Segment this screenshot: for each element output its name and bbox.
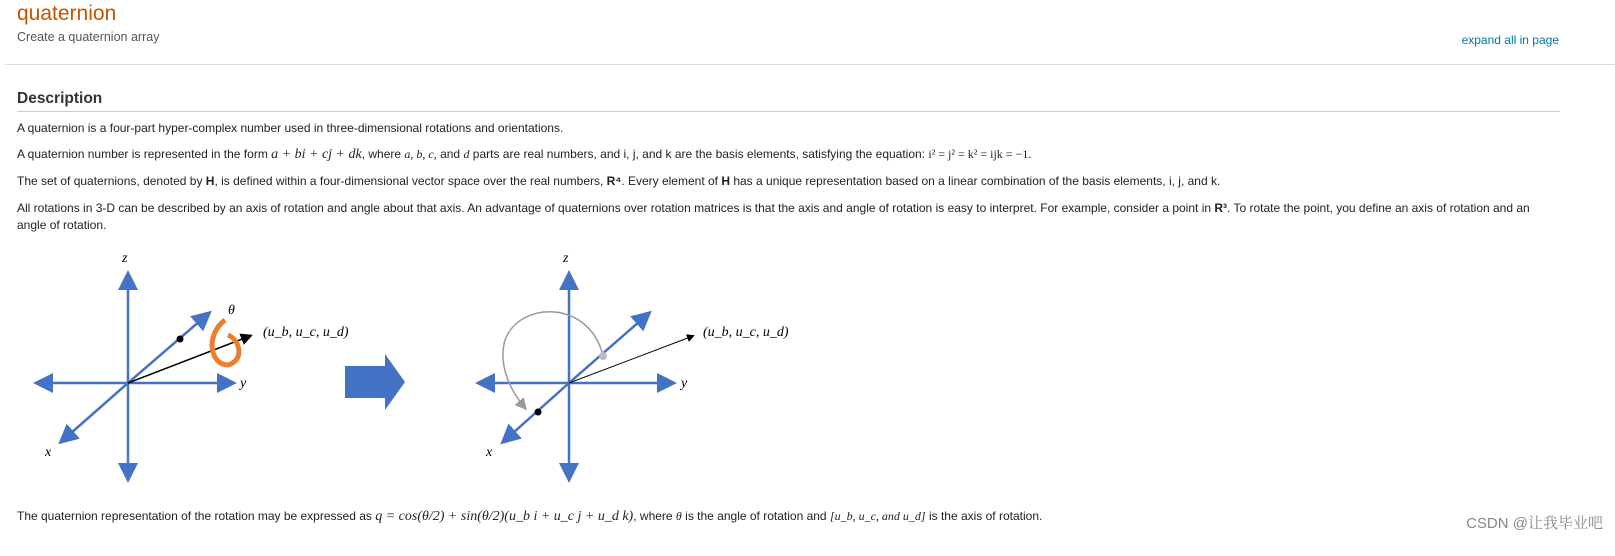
paragraph-5	[17, 508, 1557, 525]
divider	[17, 111, 1560, 112]
expand-all-link[interactable]: expand all in page	[1461, 33, 1559, 47]
page-subtitle: Create a quaternion array	[17, 30, 160, 44]
text: and	[436, 147, 464, 161]
divider	[5, 64, 1615, 65]
axis-label: (u_b, u_c, u_d)	[703, 325, 789, 340]
math-form: a + bi + cj + dk	[271, 147, 362, 162]
text: H	[721, 174, 730, 188]
text: R⁴	[606, 174, 622, 188]
z-label: z	[563, 251, 569, 266]
x-label: x	[45, 445, 52, 460]
page-title: quaternion	[17, 2, 117, 25]
z-label: z	[122, 251, 128, 266]
text: H	[205, 174, 215, 188]
math-equation: i² = j² = k² = ijk = −1.	[928, 147, 1032, 161]
text: The quaternion representation of the rotation may be expressed as	[17, 509, 376, 523]
text: is the axis of rotation.	[925, 509, 1043, 523]
text: . Every element of	[621, 174, 722, 188]
theta-label: θ	[228, 303, 235, 318]
math-var: d	[463, 147, 470, 161]
watermark: CSDN @让我毕业吧	[1466, 515, 1603, 532]
left-axes	[38, 275, 232, 478]
paragraph-4	[17, 200, 1557, 234]
x-label: x	[486, 445, 493, 460]
text: A quaternion number is represented in the form	[17, 147, 272, 161]
math-vector: [u_b, u_c, and u_d]	[829, 509, 926, 523]
text: The set of quaternions, denoted by	[17, 174, 206, 188]
rotation-figure	[0, 240, 800, 490]
right-axes	[480, 275, 672, 478]
paragraph-1: A quaternion is a four-part hyper-complex number used in three-dimensional rotations and orientations.	[17, 121, 564, 135]
text: parts are real numbers, and i, j, and k are the basis elements, satisfying the equation:	[469, 147, 929, 161]
text: , is defined within a four-dimensional vector space over the real numbers,	[214, 174, 607, 188]
paragraph-2	[17, 146, 1557, 163]
paragraph-3	[17, 173, 1557, 190]
text: All rotations in 3-D can be described by an axis of rotation and angle about that axis. An advantage of quaternions over rotation matrices is that the axis and angle of rotation is easy to interpret. For example, consider a point in	[17, 201, 1215, 215]
text: , where	[633, 509, 676, 523]
math-var: θ	[675, 509, 682, 523]
text: is the angle of rotation and	[681, 509, 830, 523]
math-vars: a, b, c,	[404, 147, 437, 161]
axis-label: (u_b, u_c, u_d)	[263, 325, 349, 340]
text: has a unique representation based on a linear combination of the basis elements, i, j, and k.	[730, 174, 1221, 188]
y-label: y	[240, 376, 247, 391]
arrow-right-icon	[345, 354, 405, 410]
y-label: y	[681, 376, 688, 391]
text: , where	[361, 147, 405, 161]
section-heading: Description	[17, 90, 103, 107]
text: . To rotate the point, you define an axis of rotation and an angle of rotation.	[17, 201, 1530, 232]
math-quaternion-formula: q = cos(θ/2) + sin(θ/2)(u_b i + u_c j + u_d k)	[375, 509, 634, 524]
rotation-arrow-icon	[212, 320, 239, 365]
text: R³	[1214, 201, 1228, 215]
